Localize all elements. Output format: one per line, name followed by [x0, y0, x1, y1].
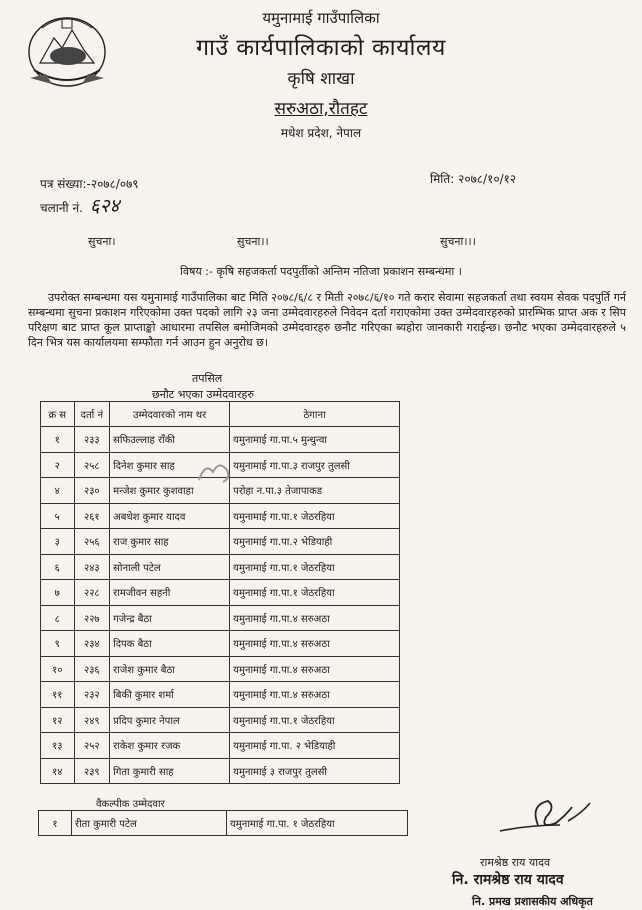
table-row	[41, 631, 400, 657]
cell-name: रामजीवन सहनी	[110, 580, 230, 606]
office-name: गाउँ कार्यपालिकाको कार्यालय	[196, 35, 446, 61]
column-header-address: ठेगाना	[230, 402, 400, 427]
cell-reg-no: २५८	[74, 452, 110, 478]
alternate-candidate-heading: वैकल्पीक उम्मेदवार	[96, 799, 165, 810]
cell-reg-no: २२८	[74, 580, 110, 606]
dispatch-label: चलानी नं.	[40, 201, 83, 215]
selected-candidates-heading: छनौट भएका उम्मेदवारहरु	[152, 388, 254, 401]
cell-address: यमुनामाई गा.पा.४ सरुअठा	[230, 605, 400, 631]
notice-label-1: सुचना।	[88, 235, 116, 248]
cell-name: राज कुमार साह	[110, 529, 230, 555]
cell-serial: ५	[41, 503, 75, 529]
cell-reg-no: २३०	[74, 478, 110, 504]
table-row	[41, 580, 400, 606]
table-header-row	[41, 402, 400, 427]
cell-name: दिपक बैठा	[110, 631, 230, 657]
alternate-candidate-table	[38, 810, 408, 836]
cell-reg-no: २३९	[74, 758, 110, 784]
handwritten-signature	[490, 795, 610, 849]
signatory-name: रामश्रेष्ठ राय यादव	[480, 856, 551, 869]
cell-name: गिता कुमारी साह	[110, 758, 230, 784]
cell-reg-no: २४९	[74, 707, 110, 733]
cell-name: मन्जेश कुमार कुशवाहा	[110, 478, 230, 504]
faint-stamp-mark	[195, 458, 235, 492]
signatory-title: नि. प्रमख प्रशासकीय अधिकृत	[472, 895, 593, 908]
annex-heading: तपसिल	[192, 372, 223, 385]
cell-serial: ६	[41, 554, 75, 580]
cell-address: यमुनामाई गा.पा.१ जेठरहिया	[230, 554, 400, 580]
table-row	[41, 733, 400, 759]
column-header-serial: क्र स	[41, 402, 75, 427]
cell-serial: १	[41, 427, 75, 453]
cell-address: यमुनामाई गा.पा.२ भेडियाही	[230, 529, 400, 555]
alternate-name: रीता कुमारी पटेल	[72, 811, 227, 836]
cell-serial: ४	[41, 478, 75, 504]
table-row	[41, 682, 400, 708]
cell-address: यमुनामाई गा.पा.४ सरुअठा	[230, 682, 400, 708]
cell-address: यमुनामाई गा.पा.१ जेठरहिया	[230, 707, 400, 733]
cell-serial: ७	[41, 580, 75, 606]
cell-name: अबधेश कुमार यादव	[110, 503, 230, 529]
cell-reg-no: २३३	[74, 427, 110, 453]
cell-name: प्रदिप कुमार नेपाल	[110, 707, 230, 733]
cell-name: राजेश कुमार बैठा	[110, 656, 230, 682]
table-row	[41, 554, 400, 580]
cell-name: सोनाली पटेल	[110, 554, 230, 580]
cell-address: यमुनामाई गा.पा.१ जेठरहिया	[230, 580, 400, 606]
alternate-serial: १	[39, 811, 72, 836]
table-row	[41, 758, 400, 784]
cell-reg-no: २३२	[74, 682, 110, 708]
cell-name: सफिउल्लाह राँकी	[110, 427, 230, 453]
letter-date: मिति: २०७८/१०/१२	[430, 172, 517, 186]
cell-serial: २	[41, 452, 75, 478]
table-row	[41, 656, 400, 682]
cell-serial: १३	[41, 733, 75, 759]
subject-line: विषय :- कृषि सहजकर्ता पदपुर्तीको अन्तिम नतिजा प्रकाशन सम्बन्धमा ।	[180, 265, 462, 278]
cell-serial: ११	[41, 682, 75, 708]
cell-reg-no: २४३	[74, 554, 110, 580]
cell-reg-no: २३६	[74, 656, 110, 682]
cell-serial: १०	[41, 656, 75, 682]
table-row	[39, 811, 408, 836]
cell-serial: १४	[41, 758, 75, 784]
cell-address: यमुनामाई गा.पा. २ भेडियाही	[230, 733, 400, 759]
province-name: मधेश प्रदेश, नेपाल	[280, 126, 362, 140]
cell-address: यमुनामाई गा.पा.४ सरुअठा	[230, 631, 400, 657]
cell-name: गजेन्द्र बैठा	[110, 605, 230, 631]
cell-address: परोहा न.पा.३ तेजापाकड	[230, 478, 400, 504]
cell-name: बिकी कुमार शर्मा	[110, 682, 230, 708]
dispatch-number: ६२४	[89, 195, 120, 217]
cell-name: दिनेश कुमार साह	[110, 452, 230, 478]
cell-reg-no: २५६	[74, 529, 110, 555]
cell-serial: ९	[41, 631, 75, 657]
cell-reg-no: २५२	[74, 733, 110, 759]
municipality-name: यमुनामाई गाउँपालिका	[262, 9, 380, 27]
cell-name: राकेश कुमार रजक	[110, 733, 230, 759]
cell-serial: १२	[41, 707, 75, 733]
table-row	[41, 503, 400, 529]
cell-reg-no: २६१	[74, 503, 110, 529]
cell-address: यमुनामाई गा.पा.१ जेठरहिया	[230, 503, 400, 529]
cell-reg-no: २२७	[74, 605, 110, 631]
reference-number: पत्र संख्या:-२०७८/०७९	[40, 177, 139, 191]
table-row	[41, 427, 400, 453]
table-row	[41, 605, 400, 631]
body-paragraph: उपरोक्त सम्बन्धमा यस यमुनामाई गाउँपालिका बाट मिति २०७८/६/८ र मिती २०७८/६/१० गते करार सेवामा सहजकर्ता तथा स्वयम सेवक पदपुर्ति गर्न सम्बन्धमा सुचना प्रकाशन गरिएकोमा उक्त पदको लागि २३ जना उम्मेदवारहरुले निवेदन दर्ता गराएकोमा उक्त उम्मेदवारहरुको प्रारम्भिक प्राप्त अक र सिप परिक्षण बाट प्राप्त कूल प्राप्ताङ्को आधारमा तपसिल बमोजिमको उम्मेदवारहरु छनौट गरिएका ब्यहोरा जानकारी गराईन्छ। छनौट भएका उम्मेदवारहरुले ५ दिन भित्र यस कार्यालयमा सम्फौता गर्न आउन हुन अनुरोध छ।	[28, 291, 626, 349]
table-row	[41, 707, 400, 733]
branch-name: कृषि शाखा	[287, 69, 355, 89]
cell-serial: ३	[41, 529, 75, 555]
column-header-reg-no: दर्ता नं	[74, 402, 110, 427]
cell-serial: ८	[41, 605, 75, 631]
column-header-name: उम्मेदवारको नाम थर	[110, 402, 230, 427]
cell-reg-no: २३४	[74, 631, 110, 657]
notice-label-2: सुचना।।	[237, 235, 269, 248]
office-location: सरुअठा,रौतहट	[274, 99, 368, 119]
alternate-address: यमुनामाई गा.पा. १ जेठरहिया	[227, 811, 408, 836]
cell-address: यमुनामाई गा.पा.५ मुन्धुन्वा	[230, 427, 400, 453]
cell-address: यमुनामाई गा.पा.४ सरुअठा	[230, 656, 400, 682]
table-row	[41, 529, 400, 555]
notice-label-3: सुचना।।।	[440, 235, 476, 248]
dispatch-line	[40, 192, 119, 218]
cell-address: यमुनामाई ३ राजपुर तुलसी	[230, 758, 400, 784]
cell-address: यमुनामाई गा.पा.३ राजपुर तुलसी	[230, 452, 400, 478]
signatory-stamp: नि. रामश्रेष्ठ राय यादव	[452, 872, 564, 888]
